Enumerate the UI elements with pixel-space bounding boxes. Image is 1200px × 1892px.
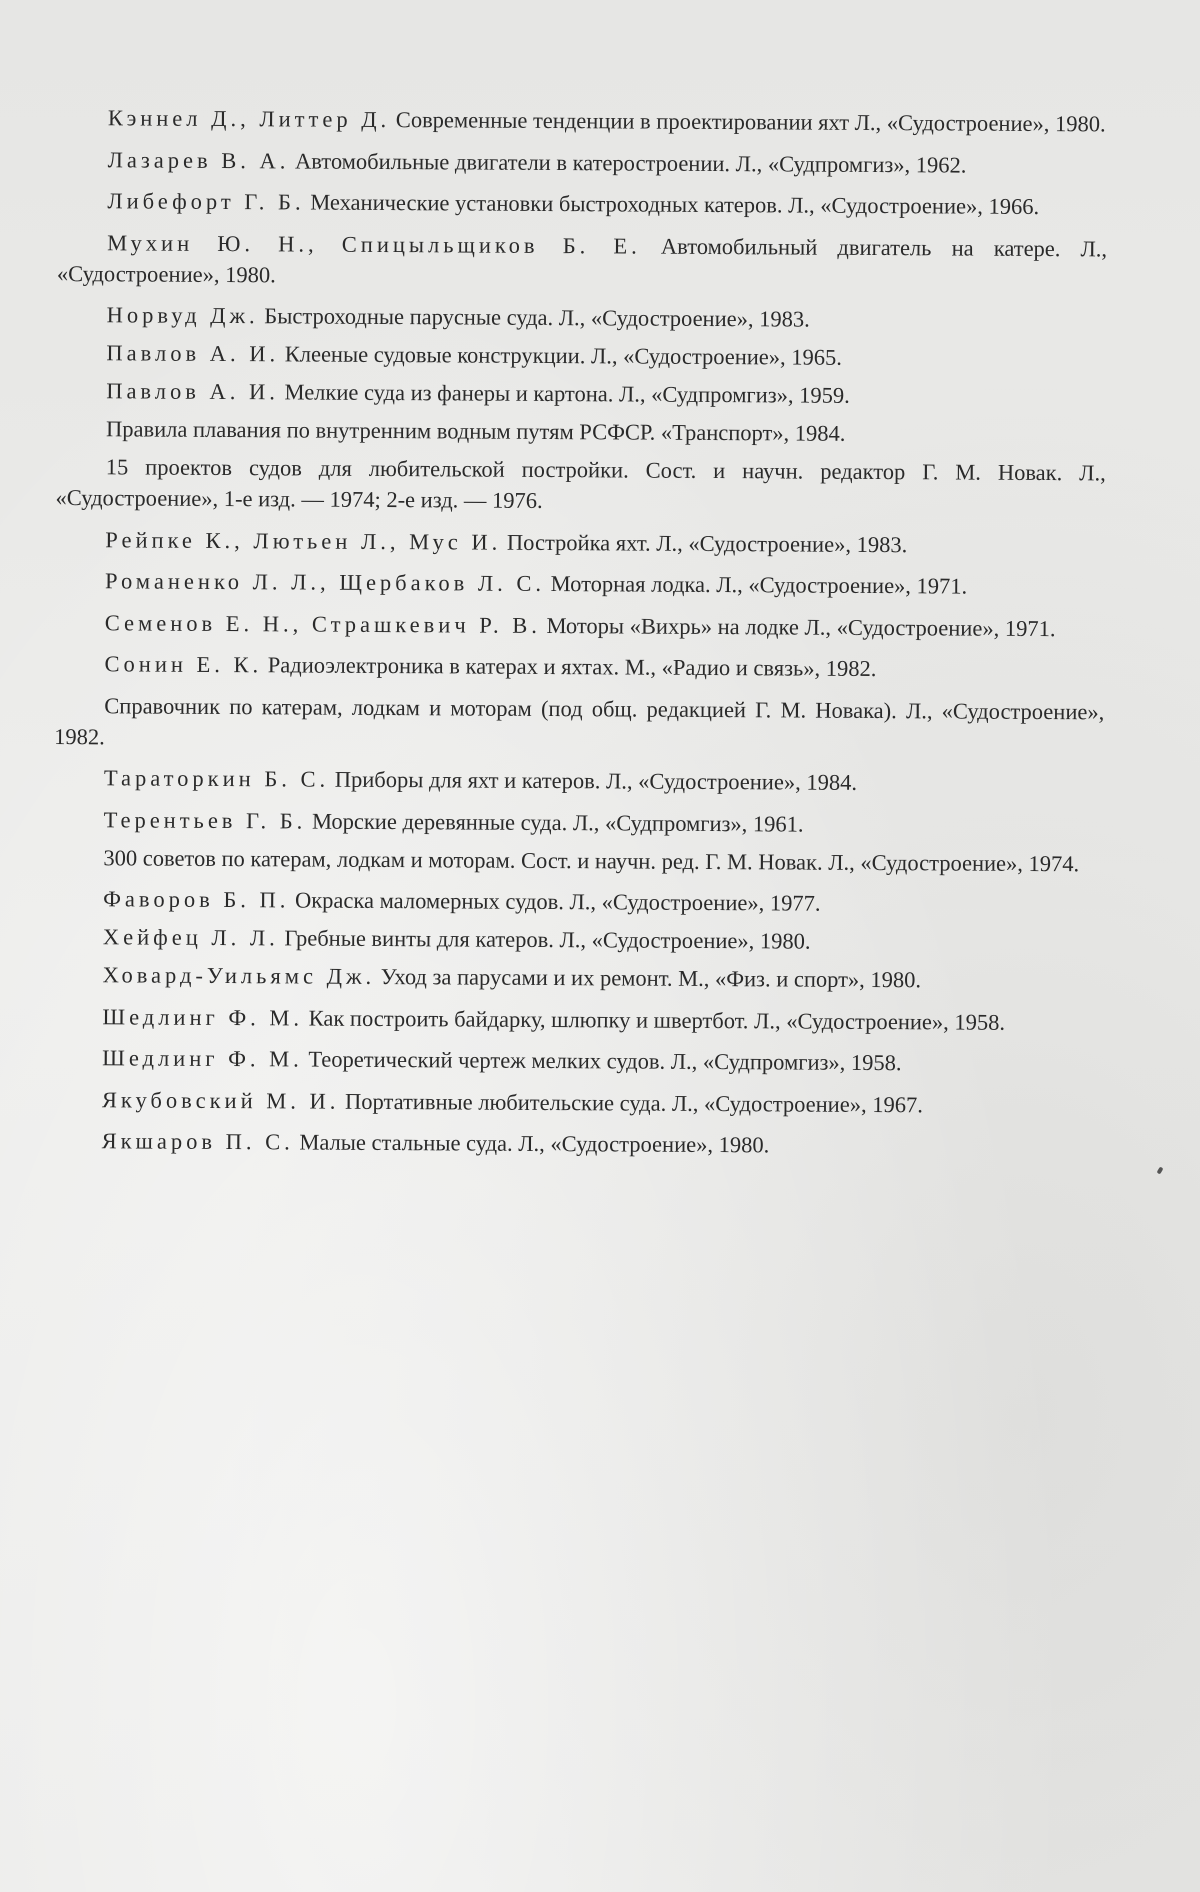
entry-text: Уход за парусами и их ремонт. М., «Физ. и спорт», 1980. xyxy=(375,963,922,993)
bibliography-entry xyxy=(54,803,1104,840)
bibliography-entry xyxy=(55,565,1105,602)
entry-text: Моторная лодка. Л., «Судостроение», 1971. xyxy=(545,570,968,599)
entry-author: Шедлинг Ф. М. xyxy=(102,1045,303,1072)
bibliography-entry xyxy=(53,841,1103,878)
bibliography-entry xyxy=(55,451,1105,519)
entry-text: Правила плавания по внутренним водным путям РСФСР. «Транспорт», 1984. xyxy=(105,416,846,446)
entry-text: 15 проектов судов для любительской постройки. Сост. и научн. редактор Г. М. Новак. Л., «Судостроение», 1-е изд. — 1974; 2-е изд. — 1976. xyxy=(55,454,1106,513)
entry-text: Клееные судовые конструкции. Л., «Судостроение», 1965. xyxy=(279,341,843,370)
entry-text: Малые стальные суда. Л., «Судостроение», 1980. xyxy=(293,1129,770,1158)
entry-text: Автомобильные двигатели в катеростроении. Л., «Судпромгиз», 1962. xyxy=(289,147,967,178)
bibliography-entry xyxy=(54,762,1104,799)
entry-author: Терентьев Г. Б. xyxy=(103,806,307,834)
entry-text: Механические установки быстроходных катеров. Л., «Судостроение», 1966. xyxy=(304,189,1040,219)
ink-speck xyxy=(1157,1166,1164,1174)
entry-author: Ховард-Уильямс Дж. xyxy=(102,962,376,989)
entry-author: Павлов А. И. xyxy=(106,340,280,367)
bibliography-entry xyxy=(54,689,1104,757)
entry-text: Автомобильный двигатель на катере. Л., «Судостроение», 1980. xyxy=(56,233,1108,287)
entry-text: Современные тенденции в проектировании яхт Л., «Судостроение», 1980. xyxy=(390,107,1106,137)
entry-text: Моторы «Вихрь» на лодке Л., «Судостроение», 1971. xyxy=(540,612,1056,641)
entry-author: Мухин Ю. Н., Спицыльщиков Б. Е. xyxy=(107,229,641,259)
bibliography-entry xyxy=(56,337,1106,374)
entry-author: Хейфец Л. Л. xyxy=(102,924,279,951)
bibliography-entry xyxy=(54,648,1104,685)
entry-author: Либефорт Г. Б. xyxy=(107,188,305,215)
entry-author: Шедлинг Ф. М. xyxy=(102,1003,304,1031)
bibliography-entry xyxy=(52,1000,1102,1037)
bibliography-entry xyxy=(58,143,1108,180)
entry-text: Как построить байдарку, шлюпку и швертбот. Л., «Судостроение», 1958. xyxy=(302,1005,1006,1035)
entry-text: Радиоэлектроника в катерах и яхтах. М., «Радио и связь», 1982. xyxy=(262,652,877,682)
entry-author: Романенко Л. Л., Щербаков Л. С. xyxy=(104,568,546,596)
bibliography-entry xyxy=(53,959,1103,996)
entry-author: Лазарев В. А. xyxy=(107,146,290,173)
entry-text: Быстроходные парусные суда. Л., «Судостроение», 1983. xyxy=(258,303,810,332)
entry-author: Якшаров П. С. xyxy=(101,1128,294,1155)
bibliography-entry xyxy=(52,1083,1102,1120)
bibliography-entry xyxy=(57,299,1107,336)
bibliography-list xyxy=(51,102,1107,1173)
entry-author: Фаворов Б. П. xyxy=(103,886,290,913)
bibliography-entry xyxy=(55,606,1105,643)
entry-text: Справочник по катерам, лодкам и моторам (под общ. редакцией Г. М. Новака). Л., «Судостроение», 1982. xyxy=(54,692,1105,749)
bibliography-entry xyxy=(57,185,1107,222)
bibliography-entry xyxy=(53,921,1103,958)
entry-author: Кэннел Д., Литтер Д. xyxy=(107,105,391,133)
bibliography-entry xyxy=(58,102,1108,139)
entry-text: 300 советов по катерам, лодкам и моторам. Сост. и научн. ред. Г. М. Новак. Л., «Судостроение», 1974. xyxy=(103,844,1080,876)
entry-text: Приборы для яхт и катеров. Л., «Судостроение», 1984. xyxy=(329,766,858,795)
entry-author: Семенов Е. Н., Страшкевич Р. В. xyxy=(104,609,541,638)
entry-author: Норвуд Дж. xyxy=(106,302,259,329)
bibliography-entry xyxy=(55,523,1105,560)
entry-author: Павлов А. И. xyxy=(106,378,279,405)
entry-text: Теоретический чертеж мелких судов. Л., «Судпромгиз», 1958. xyxy=(302,1046,902,1076)
entry-author: Сонин Е. К. xyxy=(104,651,263,678)
entry-text: Гребные винты для катеров. Л., «Судостроение», 1980. xyxy=(278,925,811,954)
entry-author: Рейпке К., Лютьен Л., Мус И. xyxy=(105,526,502,555)
bibliography-entry xyxy=(52,1042,1102,1079)
entry-text: Мелкие суда из фанеры и картона. Л., «Судпромгиз», 1959. xyxy=(278,379,850,408)
bibliography-entry xyxy=(53,883,1103,920)
entry-text: Морские деревянные суда. Л., «Судпромгиз», 1961. xyxy=(306,808,804,837)
entry-text: Портативные любительские суда. Л., «Судостроение», 1967. xyxy=(339,1088,923,1117)
bibliography-entry xyxy=(52,1125,1102,1162)
bibliography-entry xyxy=(56,413,1106,450)
bibliography-entry xyxy=(56,375,1106,412)
entry-text: Окраска маломерных судов. Л., «Судостроение», 1977. xyxy=(289,887,821,916)
entry-author: Якубовский М. И. xyxy=(101,1086,340,1114)
entry-author: Тараторкин Б. С. xyxy=(103,765,330,792)
entry-text: Постройка яхт. Л., «Судостроение», 1983. xyxy=(501,529,908,557)
bibliography-entry xyxy=(57,226,1107,294)
